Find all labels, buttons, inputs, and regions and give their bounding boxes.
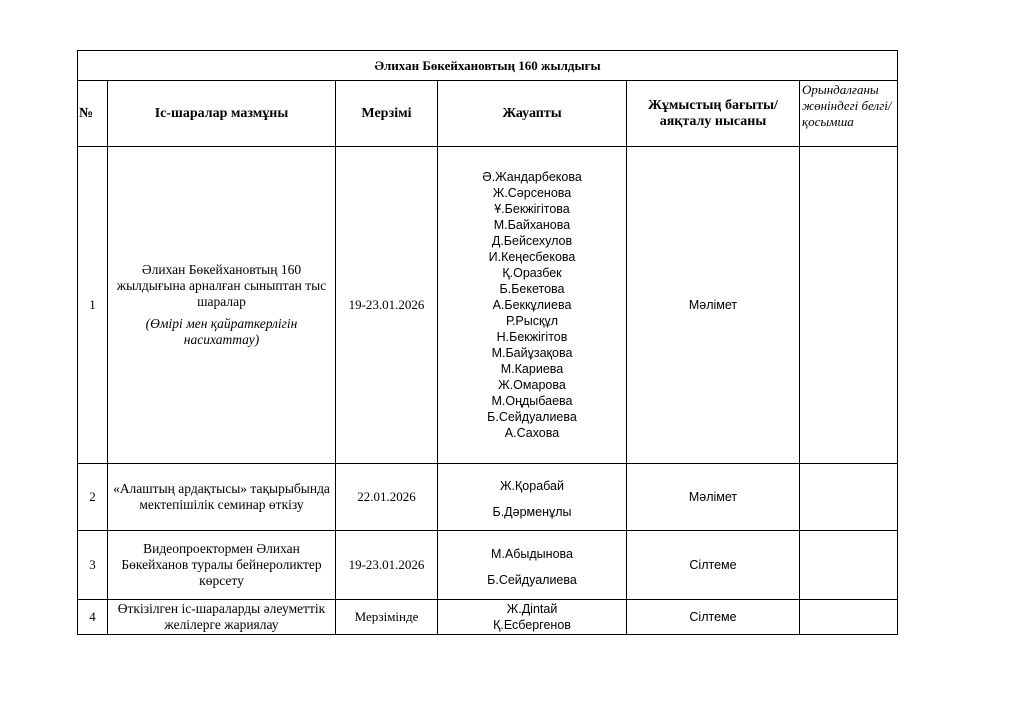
row-number: 4 <box>78 600 108 635</box>
content-text: Әлихан Бөкейхановтың 160 жылдығына арналған сыныптан тыс шаралар <box>116 262 327 309</box>
responsible-person: Д.Бейсехулов <box>491 234 573 248</box>
row-note <box>800 600 898 635</box>
row-direction: Сілтеме <box>627 531 800 600</box>
row-note <box>800 147 898 464</box>
responsible-person: М.Кариева <box>500 362 564 376</box>
content-subnote: (Өмірі мен қайраткерлігін насихаттау) <box>145 316 298 347</box>
responsible-person: Қ.Есбергенов <box>493 618 571 632</box>
row-number: 3 <box>78 531 108 600</box>
row-content: Өткізілген іс-шараларды әлеуметтік желілерге жариялау <box>108 600 336 635</box>
header-content: Іс-шаралар мазмұны <box>108 81 336 147</box>
responsible-person: Б.Дәрменұлы <box>492 505 572 519</box>
row-content <box>108 147 336 464</box>
table-row <box>78 531 898 600</box>
responsible-person: Н.Бекжігітов <box>496 330 568 344</box>
row-note <box>800 531 898 600</box>
responsible-person: Ж.Омарова <box>498 378 566 392</box>
responsible-person: Ж.Қорабай <box>500 479 564 493</box>
row-number: 1 <box>78 147 108 464</box>
header-deadline: Мерзімі <box>336 81 438 147</box>
row-content: «Алаштың ардақтысы» тақырыбында мектепішілік семинар өткізу <box>108 464 336 531</box>
row-responsible <box>438 531 627 600</box>
row-content: Видеопроектормен Әлихан Бөкейханов туралы бейнероликтер көрсету <box>108 531 336 600</box>
responsible-person: Р.Рысқұл <box>505 314 559 328</box>
row-deadline: 19-23.01.2026 <box>336 147 438 464</box>
responsible-person: Б.Сейдуалиева <box>487 410 577 424</box>
responsible-person: Ж.Сәрсенова <box>492 186 572 200</box>
table-row <box>78 464 898 531</box>
responsible-person: И.Кеңесбекова <box>488 250 576 264</box>
responsible-person: Ж.Діntай <box>506 602 558 616</box>
row-deadline: Мерзімінде <box>336 600 438 635</box>
row-responsible <box>438 600 627 635</box>
responsible-person: М.Абыдынова <box>491 547 573 561</box>
header-number: № <box>78 81 108 147</box>
header-row <box>78 81 898 147</box>
table-row <box>78 600 898 635</box>
responsible-person: Б.Бекетова <box>499 282 565 296</box>
responsible-person: А.Сахова <box>504 426 560 440</box>
header-direction: Жұмыстың бағыты/аяқталу нысаны <box>627 81 800 147</box>
responsible-person: Ұ.Бекжігітова <box>494 202 570 216</box>
header-note: Орындалғаны жөніндегі белгі/қосымша <box>800 81 898 147</box>
responsible-person: М.Оңдыбаева <box>491 394 573 408</box>
row-note <box>800 464 898 531</box>
responsible-person: М.Байұзақова <box>491 346 573 360</box>
row-direction: Сілтеме <box>627 600 800 635</box>
responsible-person: М.Байханова <box>493 218 571 232</box>
row-deadline: 22.01.2026 <box>336 464 438 531</box>
row-direction: Мәлімет <box>627 147 800 464</box>
event-plan-table <box>77 50 898 635</box>
responsible-person: А.Беккұлиева <box>492 298 572 312</box>
title-row <box>78 51 898 81</box>
responsible-person: Қ.Оразбек <box>502 266 562 280</box>
table-title: Әлихан Бөкейхановтың 160 жылдығы <box>78 51 898 81</box>
row-number: 2 <box>78 464 108 531</box>
row-responsible <box>438 464 627 531</box>
table-row <box>78 147 898 464</box>
header-responsible: Жауапты <box>438 81 627 147</box>
row-deadline: 19-23.01.2026 <box>336 531 438 600</box>
responsible-person: Ә.Жандарбекова <box>482 170 582 184</box>
responsible-person: Б.Сейдуалиева <box>487 573 577 587</box>
row-responsible <box>438 147 627 464</box>
row-direction: Мәлімет <box>627 464 800 531</box>
